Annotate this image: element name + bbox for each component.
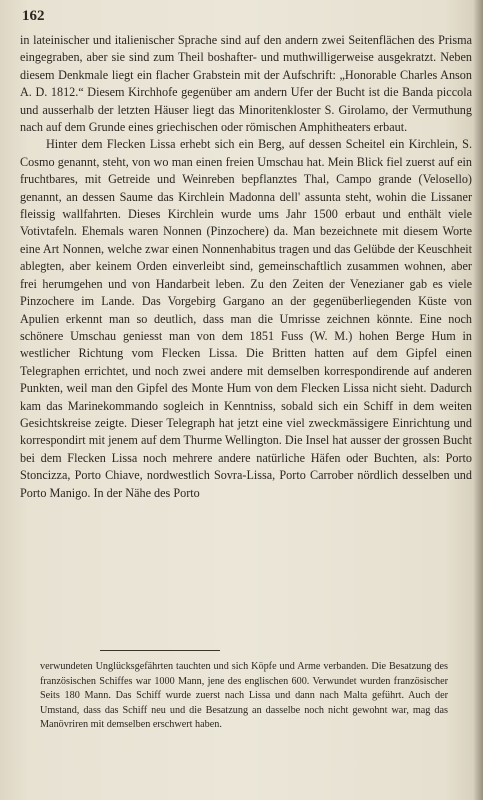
paragraph: in lateinischer und italienischer Sprache sind auf den andern zwei Seitenflächen des Prisma eingegraben, aber sie sind zum Theil boshafter- und muthwilligerweise ausgekratzt. Neben diesem Denkmale liegt ein flacher Grabstein mit der Aufschrift: „Honorable Charles Anson A. D. 1812.“ Diesem Kirchhofe gegenüber am andern Ufer der Bucht ist die Banda piccola und ausserhalb der letzten Häuser liegt das Minoritenkloster S. Girolamo, der Vermuthung nach auf dem Grunde eines griechischen oder römischen Amphitheaters erbaut. (20, 33, 472, 135)
footnote-divider (100, 650, 220, 651)
footnote-text: verwundeten Unglücksgefährten tauchten und sich Köpfe und Arme verbanden. Die Besatzung des französischen Schiffes war 1000 Mann, jene des englischen 600. Verwundet wurden französischer Seits 180 Mann. Das Schiff wurde zuerst nach Lissa und dann nach Malta geführt. Auch der Umstand, dass das Schiff neu und die Besatzung an dasselbe noch nicht gewohnt war, mag das Manövriren mit demselben erschwert haben. (40, 661, 448, 731)
page-number: 162 (22, 8, 45, 24)
paragraph: Hinter dem Flecken Lissa erhebt sich ein Berg, auf dessen Scheitel ein Kirchlein, S. Cosmo genannt, steht, von wo man einen freien Umschau hat. Mein Blick fiel zuerst auf ein fruchtbares, mit Getreide und Weinreben bepflanztes Thal, Campo grande (Velosello) genannt, an dessen Saume das Kirchlein Madonna dell' assunta steht, wohin die Lissaner fleissig wallfahrten. Dieses Kirchlein wurde ums Jahr 1500 erbaut und enthält viele Votivtafeln. Ehemals waren Nonnen (Pinzochere) da. Man bezeichnete mit diesem Worte eine Art Nonnen, welche zwar einen Nonnenhabitus tragen und das Gelübde der Keuschheit ablegten, aber keinem Orden einverleibt sind, gemeinschaftlich zusammen wohnen, aber frei herumgehen und von Handarbeit leben. Zu den Zeiten der Venezianer gab es viele Pinzochere im Lande. Das Vorgebirg Gargano an der gegenüberliegenden Küste von Apulien erkennt man so deutlich, dass man die Umrisse zeichnen könnte. Eine noch schönere Umschau geniesst man von dem 1851 Fuss (W. M.) hohen Berge Hum in westlicher Richtung vom Flecken Lissa. Die Britten hatten auf dem Gipfel einen Telegraphen errichtet, und noch zwei andere mit demselben korrespondirende auf anderen Punkten, weil man den Gipfel des Monte Hum von dem Flecken Lissa nicht sieht. Dadurch kam das Marinekommando sogleich in Kenntniss, sobald sich ein Schiff in dem weiten Gesichtskreise zeigte. Dieser Telegraph hat jetzt eine viel zweckmässigere Einrichtung und korrespondirt mit jenem auf dem Thurme Wellington. Die Insel hat ausser der grossen Bucht bei dem Flecken Lissa noch mehrere andere natürliche Häfen oder Buchten, als: Porto Stoncizza, Porto Chiave, nordwestlich Sovra-Lissa, Porto Carrober nördlich desselben und Porto Manigo. In der Nähe des Porto (20, 137, 472, 500)
page-edge-shadow (473, 0, 483, 800)
main-text (20, 32, 472, 502)
footnote (40, 660, 448, 733)
